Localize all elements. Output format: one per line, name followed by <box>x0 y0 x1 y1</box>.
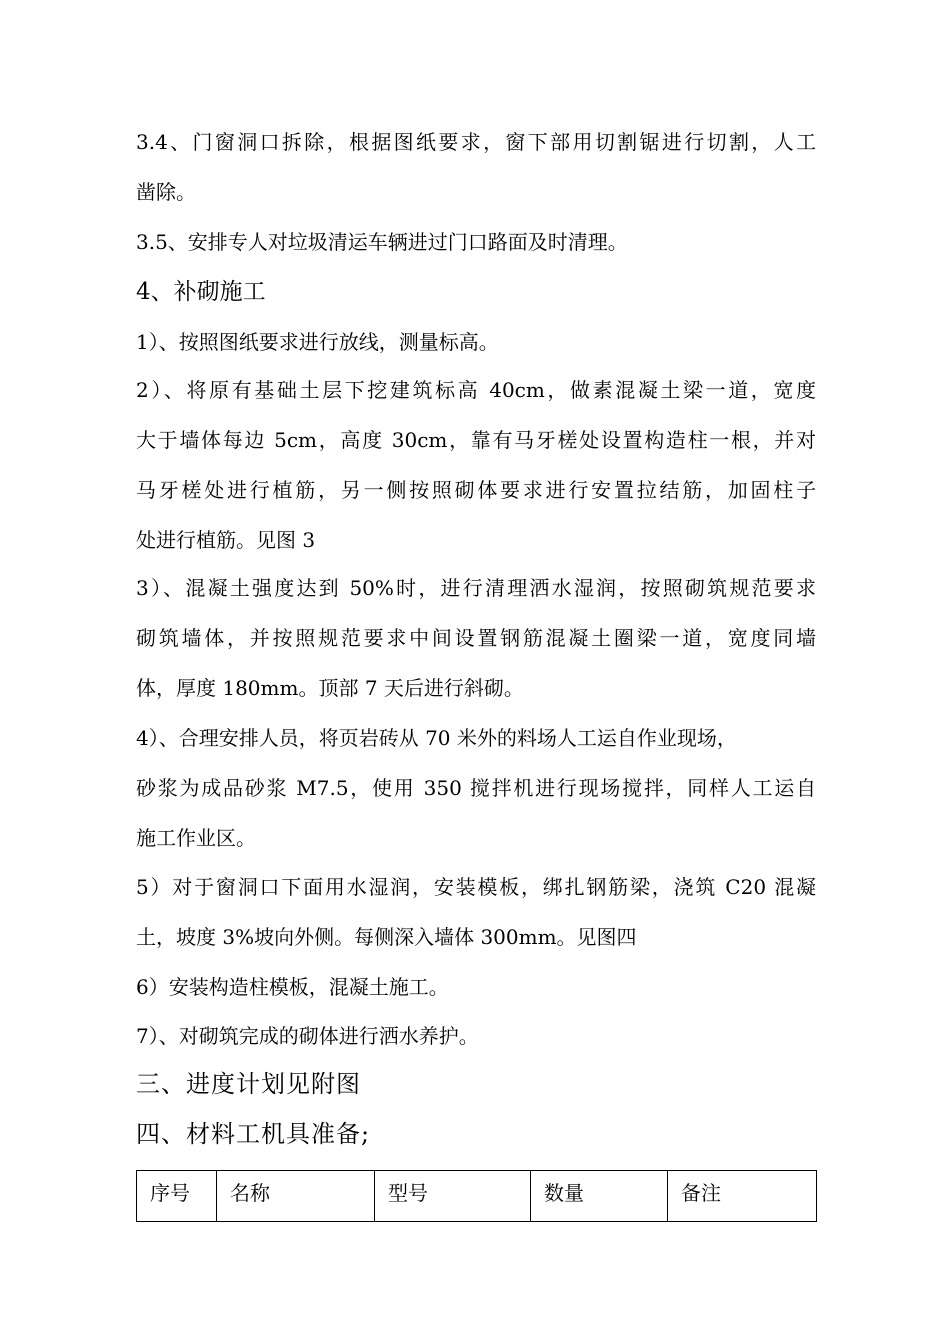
paragraph-3-5: 3.5、安排专人对垃圾清运车辆进过门口路面及时清理。 <box>136 230 628 254</box>
table-header-cell-remarks: 备注 <box>668 1171 817 1222</box>
item-7: 7）、对砌筑完成的砌体进行洒水养护。 <box>136 1024 479 1048</box>
table-header-cell-index: 序号 <box>137 1171 217 1222</box>
item-1: 1）、按照图纸要求进行放线，测量标高。 <box>136 330 499 354</box>
section-heading-4: 4、补砌施工 <box>136 279 266 305</box>
item-3-line3: 体，厚度 180mm。顶部 7 天后进行斜砌。 <box>136 676 524 700</box>
item-4-line1: 4）、合理安排人员，将页岩砖从 70 米外的料场人工运自作业现场， <box>136 726 737 750</box>
table-header-cell-quantity: 数量 <box>531 1171 668 1222</box>
paragraph-3-4-line1: 3.4、门窗洞口拆除，根据图纸要求，窗下部用切割锯进行切割，人工 <box>136 130 816 154</box>
section-heading-schedule: 三、进度计划见附图 <box>136 1070 361 1098</box>
paragraph-3-4-line2: 凿除。 <box>136 180 196 204</box>
item-4-line2: 砂浆为成品砂浆 M7.5，使用 350 搅拌机进行现场搅拌，同样人工运自 <box>136 776 816 800</box>
item-2-line4: 处进行植筋。见图 3 <box>136 528 316 552</box>
item-3-line1: 3）、混凝土强度达到 50%时，进行清理洒水湿润，按照砌筑规范要求 <box>136 576 816 600</box>
item-2-line3: 马牙槎处进行植筋，另一侧按照砌体要求进行安置拉结筋，加固柱子 <box>136 478 816 502</box>
item-3-line2: 砌筑墙体，并按照规范要求中间设置钢筋混凝土圈梁一道，宽度同墙 <box>136 626 816 650</box>
section-heading-materials: 四、材料工机具准备; <box>136 1120 371 1148</box>
item-5-line2: 土，坡度 3%坡向外侧。每侧深入墙体 300mm。见图四 <box>136 925 637 949</box>
item-4-line3: 施工作业区。 <box>136 826 256 850</box>
item-2-line1: 2）、将原有基础土层下挖建筑标高 40cm，做素混凝土梁一道，宽度 <box>136 378 816 402</box>
item-2-line2: 大于墙体每边 5cm，高度 30cm，靠有马牙槎处设置构造柱一根，并对 <box>136 428 816 452</box>
materials-table <box>136 1170 817 1222</box>
table-header-cell-model: 型号 <box>375 1171 531 1222</box>
table-header-cell-name: 名称 <box>217 1171 375 1222</box>
item-5-line1: 5）对于窗洞口下面用水湿润，安装模板，绑扎钢筋梁，浇筑 C20 混凝 <box>136 875 816 899</box>
table-header-row <box>137 1171 817 1222</box>
item-6: 6）安装构造柱模板，混凝土施工。 <box>136 975 449 999</box>
